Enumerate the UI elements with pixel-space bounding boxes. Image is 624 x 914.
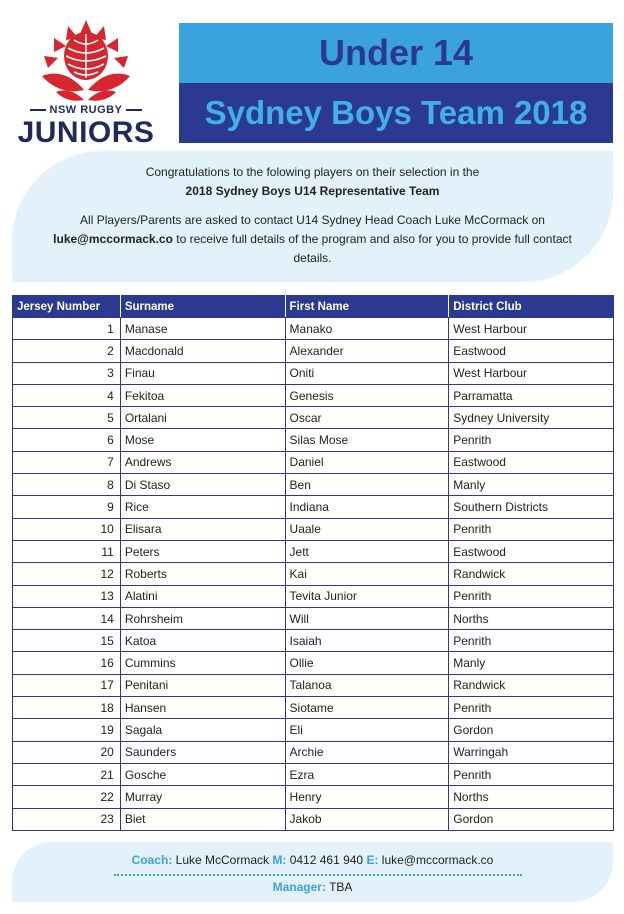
intro-email-link[interactable]: luke@mccormack.co	[53, 232, 173, 246]
intro-paragraph-post: to receive full details of the program and also for you to provide full contact details.	[172, 232, 572, 265]
cell-district-club: Penrith	[449, 518, 614, 540]
cell-district-club: Penrith	[449, 697, 614, 719]
cell-first-name: Tevita Junior	[285, 585, 449, 607]
cell-district-club: Randwick	[449, 674, 614, 696]
table-row	[13, 384, 614, 406]
table-row	[13, 407, 614, 429]
table-row	[13, 540, 614, 562]
email-label: E:	[366, 853, 379, 867]
cell-district-club: Eastwood	[449, 340, 614, 362]
cell-first-name: Manako	[285, 318, 449, 340]
cell-surname: Biet	[120, 808, 285, 830]
coach-email-link[interactable]: luke@mccormack.co	[381, 853, 494, 867]
logo-name: JUNIORS	[17, 116, 155, 149]
header-surname: Surname	[120, 296, 285, 318]
table-row	[13, 741, 614, 763]
cell-jersey-number: 1	[13, 318, 121, 340]
table-row	[13, 563, 614, 585]
cell-first-name: Eli	[285, 719, 449, 741]
cell-surname: Peters	[120, 540, 285, 562]
cell-surname: Murray	[120, 786, 285, 808]
cell-first-name: Henry	[285, 786, 449, 808]
cell-jersey-number: 10	[13, 518, 121, 540]
waratah-flower-icon	[38, 18, 134, 104]
cell-jersey-number: 12	[13, 563, 121, 585]
cell-district-club: Manly	[449, 474, 614, 496]
cell-first-name: Alexander	[285, 340, 449, 362]
cell-district-club: Gordon	[449, 719, 614, 741]
dotted-divider	[114, 874, 522, 876]
cell-surname: Fekitoa	[120, 384, 285, 406]
cell-first-name: Kai	[285, 563, 449, 585]
cell-surname: Ortalani	[120, 407, 285, 429]
intro-paragraph-pre: All Players/Parents are asked to contact U14 Sydney Head Coach Luke McCormack on	[80, 213, 545, 227]
cell-surname: Saunders	[120, 741, 285, 763]
cell-surname: Katoa	[120, 630, 285, 652]
cell-first-name: Oscar	[285, 407, 449, 429]
table-row	[13, 318, 614, 340]
title-line1: Under 14	[318, 32, 474, 73]
cell-first-name: Ollie	[285, 652, 449, 674]
cell-first-name: Talanoa	[285, 674, 449, 696]
mobile-label: M:	[272, 853, 287, 867]
cell-jersey-number: 9	[13, 496, 121, 518]
roster-table	[12, 295, 614, 831]
cell-surname: Mose	[120, 429, 285, 451]
cell-district-club: Penrith	[449, 763, 614, 785]
cell-district-club: Sydney University	[449, 407, 614, 429]
table-row	[13, 496, 614, 518]
cell-surname: Elisara	[120, 518, 285, 540]
cell-jersey-number: 15	[13, 630, 121, 652]
title-line2: Sydney Boys Team 2018	[204, 94, 588, 131]
cell-jersey-number: 17	[13, 674, 121, 696]
cell-district-club: West Harbour	[449, 318, 614, 340]
cell-jersey-number: 18	[13, 697, 121, 719]
cell-jersey-number: 6	[13, 429, 121, 451]
cell-surname: Manase	[120, 318, 285, 340]
cell-first-name: Genesis	[285, 384, 449, 406]
table-row	[13, 719, 614, 741]
cell-jersey-number: 11	[13, 540, 121, 562]
cell-district-club: Eastwood	[449, 540, 614, 562]
cell-first-name: Jett	[285, 540, 449, 562]
manager-label: Manager:	[272, 880, 326, 894]
table-row	[13, 429, 614, 451]
cell-district-club: Manly	[449, 652, 614, 674]
header-district-club: District Club	[449, 296, 614, 318]
cell-surname: Cummins	[120, 652, 285, 674]
cell-first-name: Indiana	[285, 496, 449, 518]
cell-first-name: Archie	[285, 741, 449, 763]
table-header-row	[13, 296, 614, 318]
cell-jersey-number: 8	[13, 474, 121, 496]
cell-jersey-number: 22	[13, 786, 121, 808]
cell-jersey-number: 16	[13, 652, 121, 674]
title-banner-bottom	[179, 83, 613, 143]
table-row	[13, 362, 614, 384]
cell-district-club: Warringah	[449, 741, 614, 763]
intro-panel	[12, 151, 613, 282]
coach-name: Luke McCormack	[175, 853, 270, 867]
cell-surname: Di Staso	[120, 474, 285, 496]
coach-contact-line	[12, 853, 613, 867]
nsw-rugby-juniors-logo	[8, 18, 164, 149]
intro-paragraph	[12, 211, 613, 268]
cell-surname: Rohrsheim	[120, 607, 285, 629]
cell-district-club: Penrith	[449, 585, 614, 607]
cell-district-club: West Harbour	[449, 362, 614, 384]
intro-team-name: 2018 Sydney Boys U14 Representative Team	[185, 184, 440, 198]
title-banner-top	[179, 23, 613, 83]
cell-surname: Roberts	[120, 563, 285, 585]
cell-surname: Sagala	[120, 719, 285, 741]
cell-jersey-number: 4	[13, 384, 121, 406]
cell-district-club: Gordon	[449, 808, 614, 830]
cell-district-club: Penrith	[449, 630, 614, 652]
cell-district-club: Randwick	[449, 563, 614, 585]
cell-jersey-number: 13	[13, 585, 121, 607]
cell-surname: Alatini	[120, 585, 285, 607]
cell-surname: Gosche	[120, 763, 285, 785]
table-row	[13, 652, 614, 674]
cell-first-name: Ben	[285, 474, 449, 496]
cell-first-name: Daniel	[285, 451, 449, 473]
table-row	[13, 786, 614, 808]
cell-surname: Finau	[120, 362, 285, 384]
coach-label: Coach:	[131, 853, 173, 867]
cell-surname: Penitani	[120, 674, 285, 696]
cell-jersey-number: 7	[13, 451, 121, 473]
manager-line	[12, 880, 613, 894]
cell-jersey-number: 2	[13, 340, 121, 362]
cell-district-club: Norths	[449, 607, 614, 629]
header-jersey-number: Jersey Number	[13, 296, 121, 318]
cell-surname: Andrews	[120, 451, 285, 473]
cell-first-name: Oniti	[285, 362, 449, 384]
coach-mobile: 0412 461 940	[289, 853, 364, 867]
cell-jersey-number: 3	[13, 362, 121, 384]
cell-first-name: Will	[285, 607, 449, 629]
table-body	[13, 318, 614, 831]
cell-jersey-number: 5	[13, 407, 121, 429]
table-row	[13, 697, 614, 719]
logo-org-line: NSW RUGBY	[8, 104, 164, 116]
table-row	[13, 630, 614, 652]
cell-district-club: Penrith	[449, 429, 614, 451]
cell-district-club: Parramatta	[449, 384, 614, 406]
cell-surname: Macdonald	[120, 340, 285, 362]
cell-jersey-number: 19	[13, 719, 121, 741]
cell-district-club: Southern Districts	[449, 496, 614, 518]
table-row	[13, 340, 614, 362]
cell-jersey-number: 20	[13, 741, 121, 763]
cell-district-club: Eastwood	[449, 451, 614, 473]
cell-first-name: Silas Mose	[285, 429, 449, 451]
cell-first-name: Jakob	[285, 808, 449, 830]
table-row	[13, 607, 614, 629]
header-first-name: First Name	[285, 296, 449, 318]
cell-surname: Rice	[120, 496, 285, 518]
cell-jersey-number: 21	[13, 763, 121, 785]
cell-first-name: Isaiah	[285, 630, 449, 652]
cell-district-club: Norths	[449, 786, 614, 808]
cell-first-name: Uaale	[285, 518, 449, 540]
cell-first-name: Siotame	[285, 697, 449, 719]
contact-footer	[12, 842, 613, 902]
table-row	[13, 474, 614, 496]
cell-first-name: Ezra	[285, 763, 449, 785]
table-row	[13, 763, 614, 785]
manager-name: TBA	[329, 880, 353, 894]
table-row	[13, 451, 614, 473]
cell-jersey-number: 23	[13, 808, 121, 830]
table-row	[13, 808, 614, 830]
table-row	[13, 585, 614, 607]
cell-jersey-number: 14	[13, 607, 121, 629]
table-row	[13, 518, 614, 540]
table-row	[13, 674, 614, 696]
intro-line1: Congratulations to the folowing players on their selection in the	[145, 165, 480, 179]
cell-surname: Hansen	[120, 697, 285, 719]
